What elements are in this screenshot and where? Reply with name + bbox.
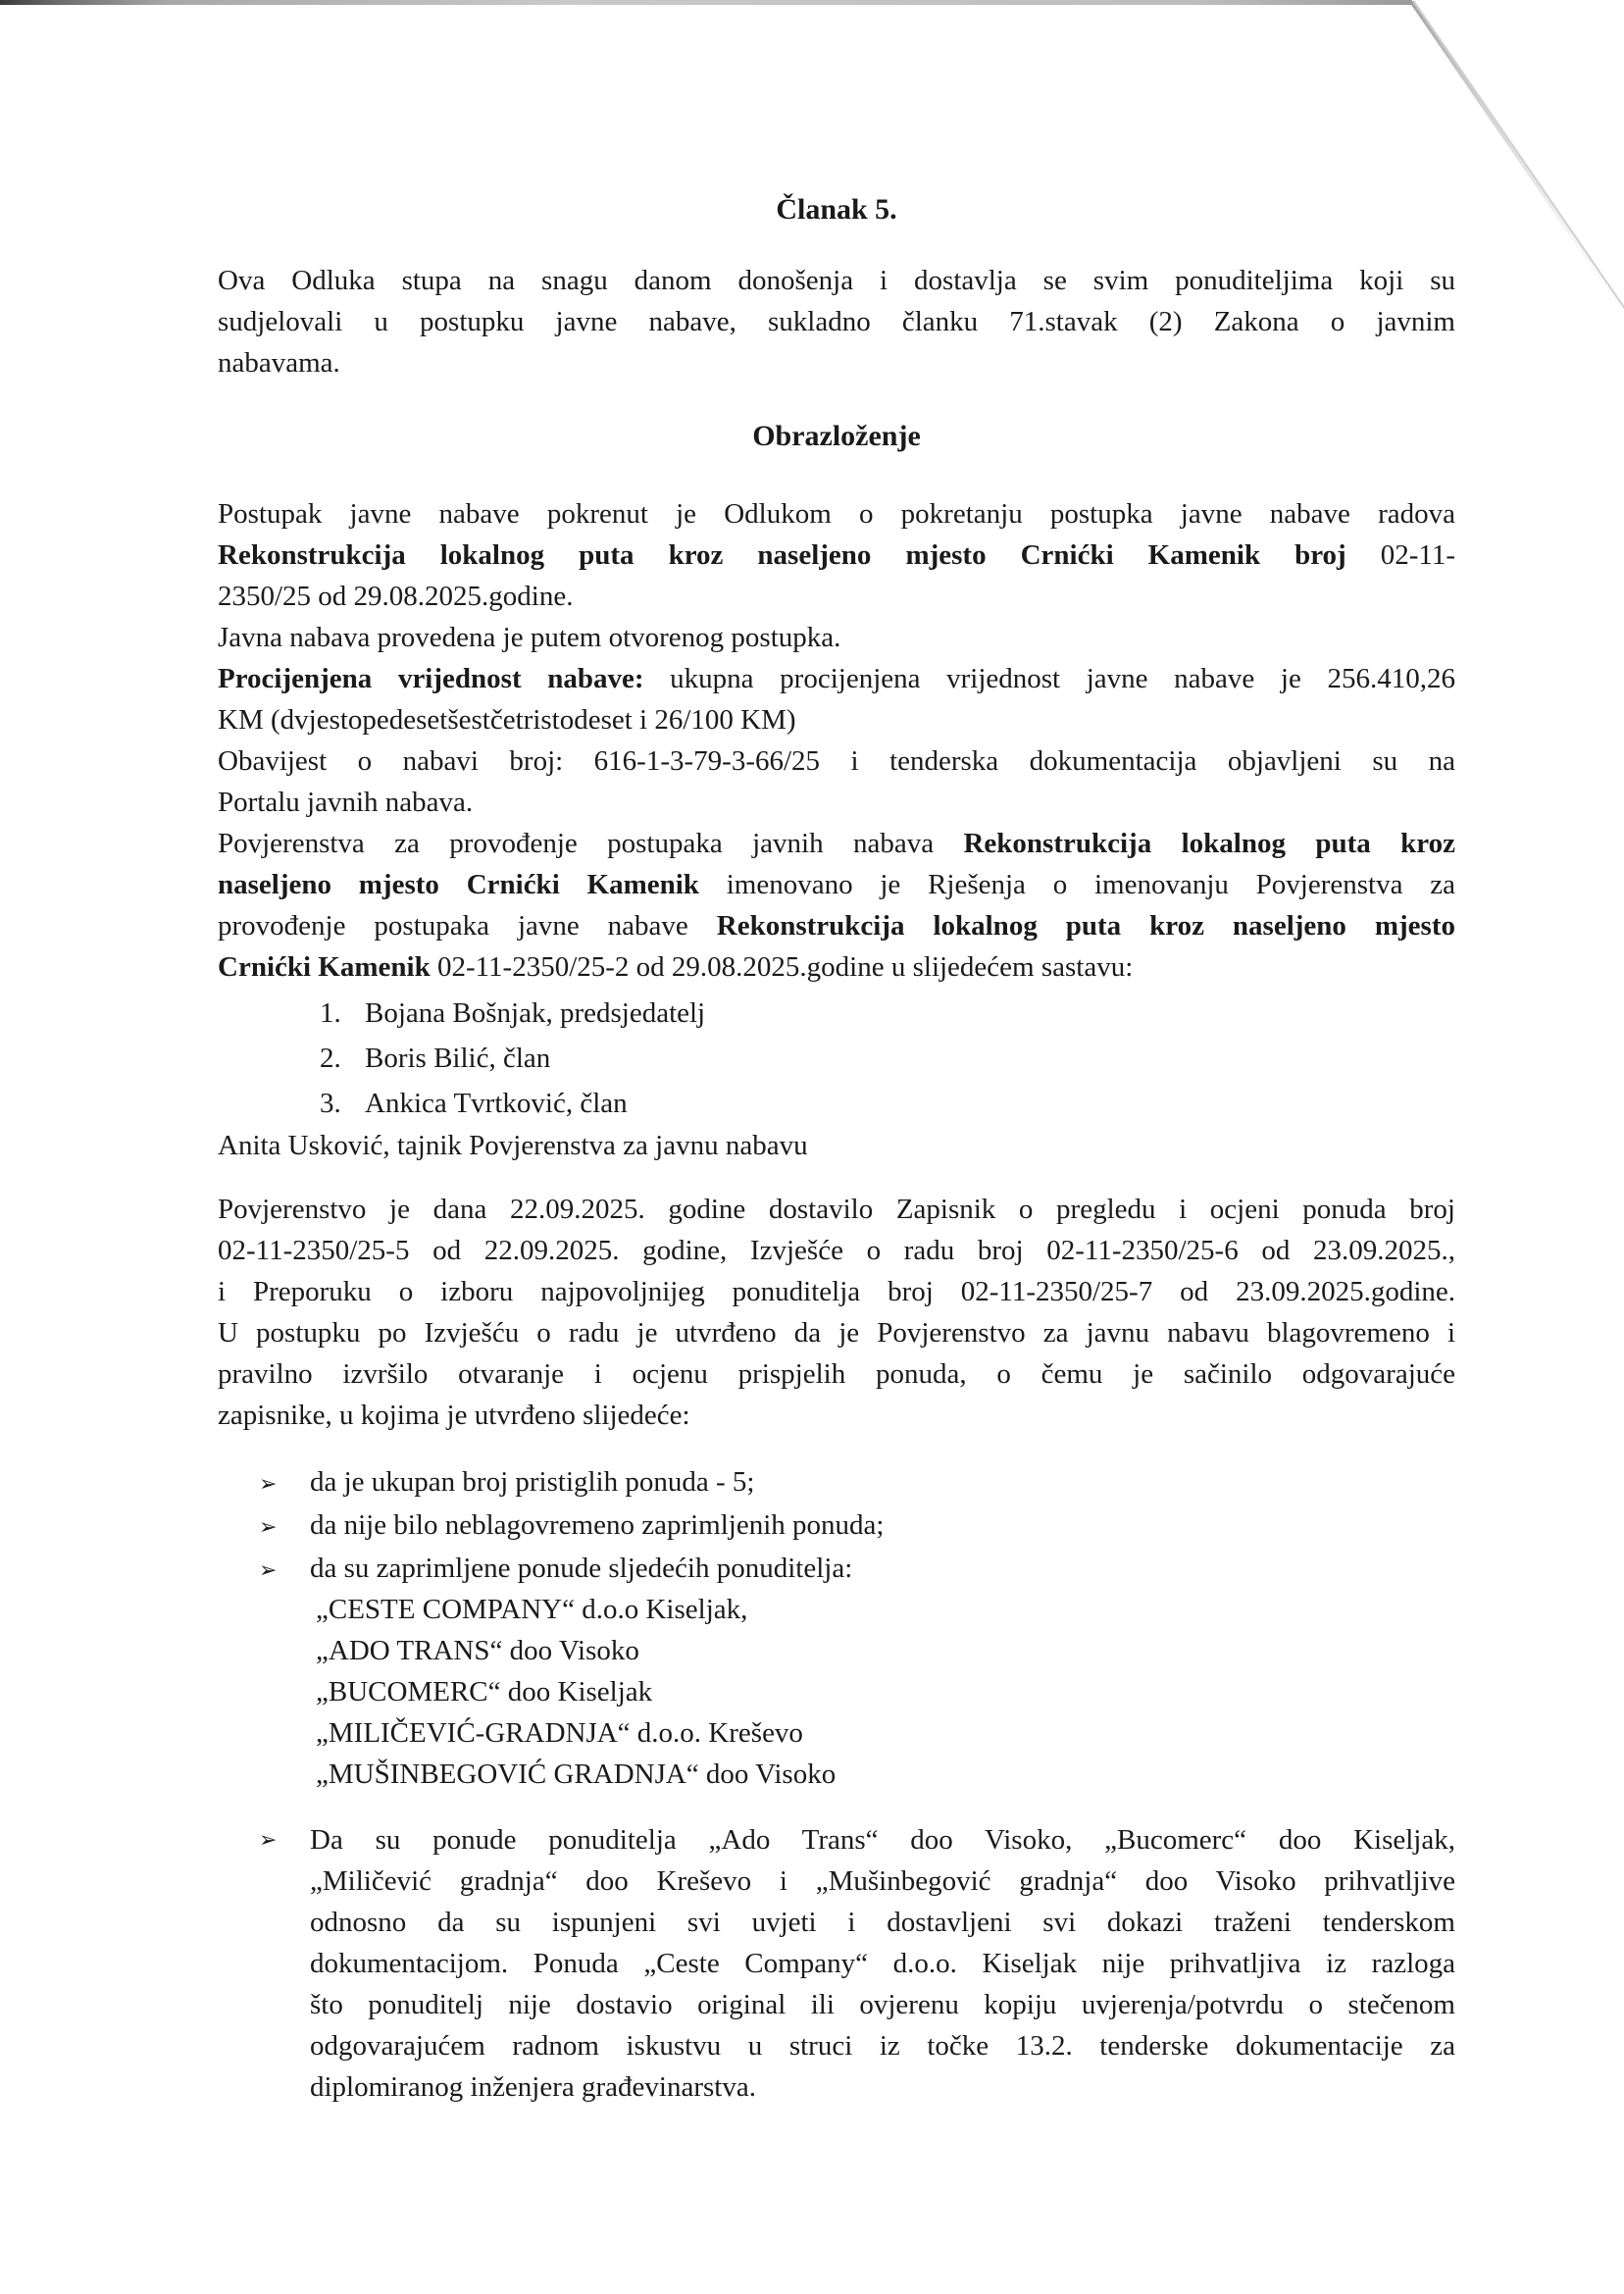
text-line: dokumentacijom. Ponuda „Ceste Company“ d.o.o. Kiseljak nije prihvatljiva iz razloga [310, 1948, 1455, 1979]
committee-member: Boris Bilić, član [365, 1043, 551, 1074]
reference-number: 02-11- [1345, 539, 1455, 571]
bidder-item: „CESTE COMPANY“ d.o.o Kiseljak, [316, 1594, 748, 1625]
text-line: odgovarajućem radnom iskustvu u struci iz točke 13.2. tenderske dokumentacije za [310, 2030, 1455, 2062]
article-heading: Članak 5. [776, 193, 897, 226]
arrow-bullet-icon: ➢ [259, 1471, 278, 1496]
finding-text: da nije bilo neblagovremeno zaprimljenih ponuda; [310, 1509, 885, 1541]
text-line: Ova Odluka stupa na snagu danom donošenja i dostavlja se svim ponuditeljima koji su [218, 265, 1455, 296]
text-line [218, 905, 1455, 946]
text-line [218, 946, 1455, 988]
project-name: Rekonstrukcija lokalnog puta kroz naseljeno mjesto Crnićki Kamenik broj [218, 539, 1346, 571]
project-name: Rekonstrukcija lokalnog puta kroz [963, 828, 1455, 859]
text-line: nabavama. [218, 347, 340, 379]
list-number: 3. [320, 1088, 341, 1119]
text-line: KM (dvjestopedesetšestčetristodeset i 26/100 KM) [218, 704, 796, 736]
procurement-paragraph [218, 493, 1455, 988]
justification-heading: Obrazloženje [752, 420, 921, 452]
list-number: 2. [320, 1043, 341, 1074]
text-line: 2350/25 od 29.08.2025.godine. [218, 581, 574, 612]
text-line [218, 864, 1455, 905]
text-line: Portalu javnih nabava. [218, 787, 474, 818]
text-line [218, 823, 1455, 864]
text-line: U postupku po Izvješću o radu je utvrđeno da je Povjerenstvo za javnu nabavu blagovremeno i [218, 1317, 1455, 1349]
estimated-value-text: ukupna procijenjena vrijednost javne nabave je 256.410,26 [643, 663, 1455, 694]
list-item [259, 1461, 884, 1504]
list-item [320, 991, 705, 1036]
list-item [320, 1081, 705, 1126]
bidder-item: „MILIČEVIĆ-GRADNJA“ d.o.o. Kreševo [316, 1717, 803, 1749]
text-line: 02-11-2350/25-5 od 22.09.2025. godine, Izvješće o radu broj 02-11-2350/25-6 od 23.09.2025., [218, 1235, 1455, 1266]
findings-list [259, 1461, 884, 1591]
project-name: naseljeno mjesto Crnićki Kamenik [218, 869, 699, 900]
arrow-bullet-icon: ➢ [259, 1827, 278, 1852]
text-line: i Preporuku o izboru najpovoljnijeg ponuditelja broj 02-11-2350/25-7 od 23.09.2025.godine. [218, 1276, 1455, 1307]
text-line: Postupak javne nabave pokrenut je Odlukom o pokretanju postupka javne nabave radova [218, 498, 1455, 530]
text-line: zapisnike, u kojima je utvrđeno slijedeće: [218, 1400, 690, 1431]
text-line: što ponuditelj nije dostavio original ili ovjerenu kopiju uvjerenja/potvrdu o stečenom [310, 1989, 1455, 2020]
text-line: diplomiranog inženjera građevinarstva. [310, 2071, 756, 2103]
bidder-item: „MUŠINBEGOVIĆ GRADNJA“ doo Visoko [316, 1759, 837, 1790]
text-line: Povjerenstvo je dana 22.09.2025. godine dostavilo Zapisnik o pregledu i ocjeni ponuda broj [218, 1194, 1455, 1225]
text-line: Da su ponude ponuditelja „Ado Trans“ doo Visoko, „Bucomerc“ doo Kiseljak, [310, 1824, 1455, 1856]
project-name: Rekonstrukcija lokalnog puta kroz naseljeno mjesto [716, 910, 1455, 942]
arrow-bullet-icon: ➢ [259, 1514, 278, 1539]
text-span: provođenje postupaka javne nabave [218, 910, 717, 942]
article-paragraph [218, 260, 1455, 383]
arrow-bullet-icon: ➢ [259, 1557, 278, 1582]
text-line: pravilno izvršilo otvaranje i ocjenu prispjelih ponuda, o čemu je sačinilo odgovarajuće [218, 1358, 1455, 1390]
committee-list [320, 991, 705, 1126]
bidder-item: „ADO TRANS“ doo Visoko [316, 1635, 639, 1666]
project-name: Crnićki Kamenik [218, 951, 431, 983]
bidders-list [316, 1589, 836, 1795]
list-number: 1. [320, 997, 341, 1029]
list-item [320, 1036, 705, 1081]
finding-text: da je ukupan broj pristiglih ponuda - 5; [310, 1466, 755, 1498]
text-line: Obavijest o nabavi broj: 616-1-3-79-3-66/25 i tenderska dokumentacija objavljeni su na [218, 745, 1455, 777]
finding-text-block [310, 1819, 1455, 2108]
text-span: Povjerenstva za provođenje postupaka javnih nabava [218, 828, 964, 859]
text-line: odnosno da su ispunjeni svi uvjeti i dostavljeni svi dokazi traženi tenderskom [310, 1907, 1455, 1938]
text-line [218, 658, 1455, 699]
text-span: imenovano je Rješenja o imenovanju Povjerenstva za [698, 869, 1455, 900]
text-line: „Miličević gradnja“ doo Kreševo i „Mušinbegović gradnja“ doo Visoko prihvatljive [310, 1865, 1455, 1897]
secretary-line [218, 1125, 808, 1166]
finding-text: da su zaprimljene ponude sljedećih ponuditelja: [310, 1553, 853, 1584]
committee-report-paragraph [218, 1189, 1455, 1436]
estimated-value-label: Procijenjena vrijednost nabave: [218, 663, 644, 694]
text-line: sudjelovali u postupku javne nabave, sukladno članku 71.stavak (2) Zakona o javnim [218, 306, 1455, 337]
bidder-item: „BUCOMERC“ doo Kiseljak [316, 1676, 653, 1708]
text-line: Javna nabava provedena je putem otvorenog postupka. [218, 622, 841, 653]
scan-edge [0, 0, 1412, 5]
secretary-text: Anita Usković, tajnik Povjerenstva za javnu nabavu [218, 1130, 808, 1161]
list-item [259, 1504, 884, 1548]
committee-member: Bojana Bošnjak, predsjedatelj [365, 997, 706, 1029]
committee-member: Ankica Tvrtković, član [365, 1088, 628, 1119]
list-item [259, 1548, 884, 1591]
text-line [218, 535, 1455, 576]
text-span: 02-11-2350/25-2 od 29.08.2025.godine u slijedećem sastavu: [430, 951, 1134, 983]
